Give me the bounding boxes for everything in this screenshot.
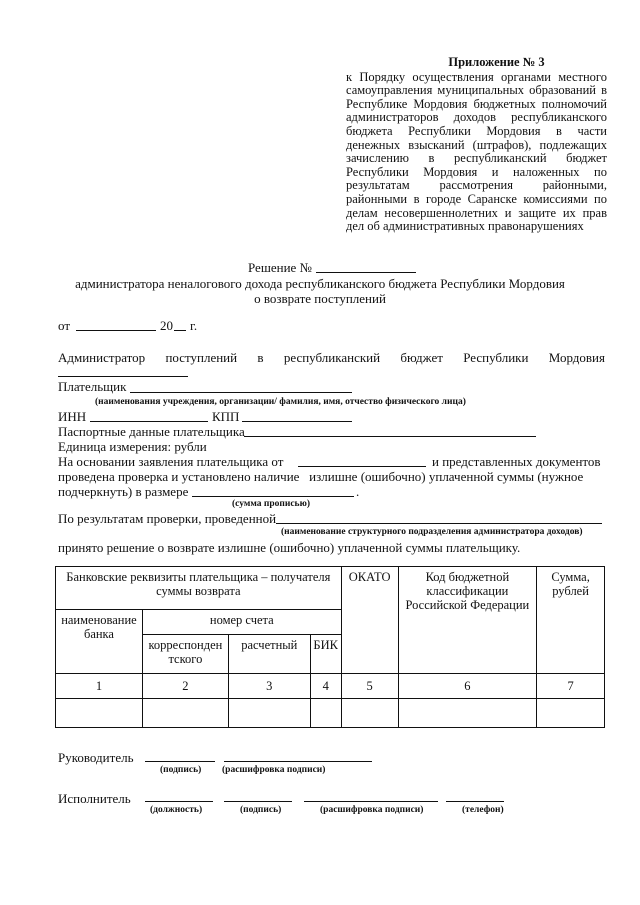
administrator-word: Администратор (58, 350, 146, 365)
payer-hint: (наименования учреждения, организации/ фамилия, имя, отчество физического лица) (95, 397, 466, 407)
appendix-title: Приложение № 3 (448, 55, 545, 69)
basis-line-1b: и представленных документов (432, 454, 601, 469)
decision-number-field[interactable] (316, 272, 416, 273)
basis-line-3-end: . (356, 484, 360, 499)
header-sum: Сумма, рублей (537, 567, 605, 674)
head-label: Руководитель (58, 750, 134, 765)
decision-subtitle-1: администратора неналогового дохода республиканского бюджета Республики Мордовия (75, 276, 565, 291)
column-number-row (56, 674, 605, 699)
date-field[interactable] (76, 330, 156, 331)
head-decode-hint: (расшифровка подписи) (222, 765, 326, 775)
appendix-block (346, 56, 607, 234)
table-row (56, 699, 605, 728)
administrator-line (58, 350, 605, 365)
administrator-word: поступлений (165, 350, 238, 365)
header-bank-name: наименование банка (56, 610, 143, 674)
passport-field[interactable] (244, 436, 536, 437)
inn-field[interactable] (90, 421, 208, 422)
amount-field[interactable] (192, 496, 354, 497)
cell-bik[interactable] (310, 699, 341, 728)
basis-line-2: проведена проверка и установлено наличие излишне (ошибочно) уплаченной суммы (нужное (58, 469, 584, 484)
header-bank-details: Банковские реквизиты плательщика – получателя суммы возврата (56, 567, 342, 610)
header-correspondent: корреспонден тского (142, 635, 228, 674)
executor-phone-field[interactable] (446, 801, 504, 802)
kpp-label: КПП (212, 409, 240, 424)
executor-position-hint: (должность) (150, 805, 203, 815)
passport-label: Паспортные данные плательщика (58, 424, 245, 439)
payer-label: Плательщик (58, 379, 127, 394)
check-hint: (наименование структурного подразделения администратора доходов) (281, 527, 583, 537)
cell-bank-name[interactable] (56, 699, 143, 728)
check-department-field[interactable] (276, 523, 602, 524)
executor-decode-hint: (расшифровка подписи) (320, 805, 424, 815)
administrator-word: в (257, 350, 264, 365)
executor-label: Исполнитель (58, 791, 131, 806)
basis-line-1a: На основании заявления плательщика от (58, 454, 284, 469)
column-number: 5 (341, 674, 398, 699)
administrator-field[interactable] (58, 376, 188, 377)
payer-field[interactable] (130, 392, 352, 393)
cell-sum[interactable] (537, 699, 605, 728)
refund-table (55, 566, 605, 728)
administrator-word: республиканский (283, 350, 381, 365)
check-label: По результатам проверки, проведенной (58, 511, 277, 526)
amount-hint: (сумма прописью) (232, 499, 310, 509)
executor-decode-field[interactable] (304, 801, 438, 802)
header-okato: ОКАТО (341, 567, 398, 674)
executor-position-field[interactable] (145, 801, 213, 802)
administrator-word: Республики (463, 350, 529, 365)
head-signature-field[interactable] (145, 761, 215, 762)
check-decision: принято решение о возврате излишне (ошибочно) уплаченной суммы плательщику. (58, 540, 521, 555)
administrator-word: бюджет (400, 350, 443, 365)
decision-subtitle-2: о возврате поступлений (254, 291, 386, 306)
administrator-word: Мордовия (548, 350, 605, 365)
cell-okato[interactable] (341, 699, 398, 728)
executor-signature-hint: (подпись) (240, 805, 282, 815)
date-year-suffix: г. (190, 318, 198, 333)
inn-label: ИНН (58, 409, 87, 424)
kpp-field[interactable] (242, 421, 352, 422)
appendix-text: к Порядку осуществления органами местного самоуправления муниципальных образований в Республике Мордовия бюджетных полномочий администраторов доходов республиканского бюджета Республики Мордовия в части денежных взысканий (штрафов), подлежащих зачислению в республиканский бюджет Республики Мордовия и наложенных по результатам рассмотрения районными, районными в городе Саранске комиссиями по делам несовершеннолетних и защите их прав дел об административных правонарушениях (346, 69, 607, 234)
date-year-field[interactable] (174, 330, 186, 331)
column-number: 4 (310, 674, 341, 699)
head-signature-hint: (подпись) (160, 765, 202, 775)
date-year-prefix: 20 (160, 318, 173, 333)
cell-settlement[interactable] (228, 699, 310, 728)
column-number: 7 (537, 674, 605, 699)
header-settlement: расчетный (228, 635, 310, 674)
basis-line-3: подчеркнуть) в размере (58, 484, 189, 499)
cell-kbk[interactable] (398, 699, 537, 728)
application-date-field[interactable] (298, 466, 426, 467)
header-bik: БИК (310, 635, 341, 674)
unit-label: Единица измерения: рубли (58, 439, 207, 454)
column-number: 3 (228, 674, 310, 699)
column-number: 1 (56, 674, 143, 699)
header-account-number: номер счета (142, 610, 341, 635)
executor-signature-field[interactable] (224, 801, 292, 802)
date-from-label: от (58, 318, 71, 333)
column-number: 2 (142, 674, 228, 699)
cell-correspondent[interactable] (142, 699, 228, 728)
column-number: 6 (398, 674, 537, 699)
head-decode-field[interactable] (224, 761, 372, 762)
decision-title: Решение № (248, 260, 312, 275)
header-kbk: Код бюджетной классификации Российской Федерации (398, 567, 537, 674)
executor-phone-hint: (телефон) (462, 805, 504, 815)
